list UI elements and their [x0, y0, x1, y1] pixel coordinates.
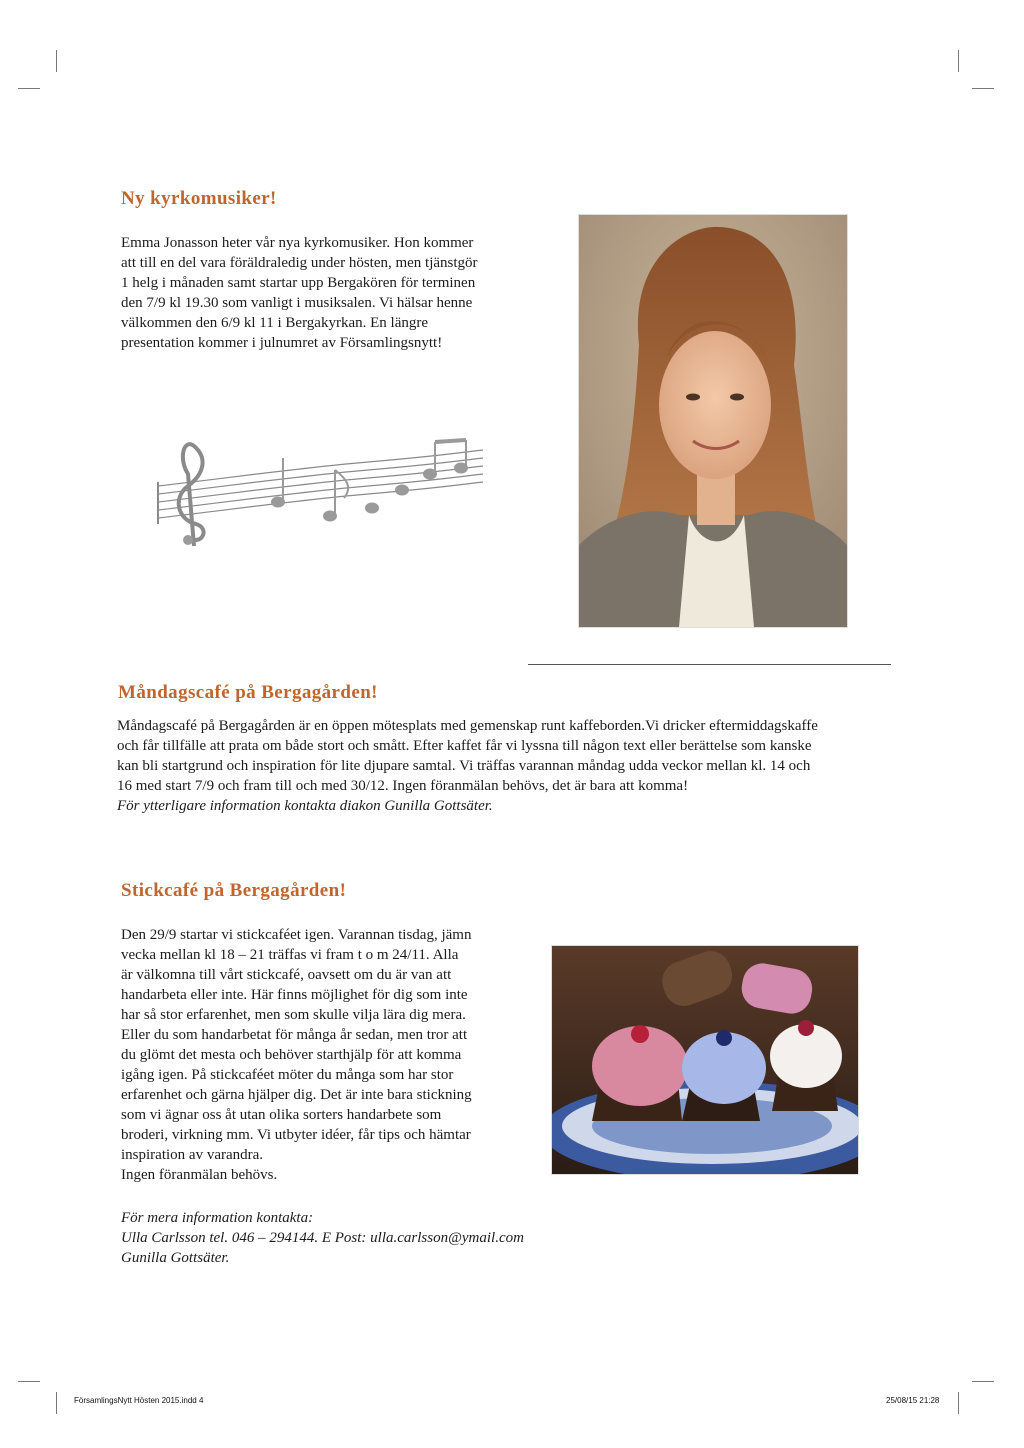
contact-line: Ulla Carlsson tel. 046 – 294144. E Post: ulla.carlsson@ymail.com — [121, 1230, 524, 1246]
text-line: Den 29/9 startar vi stickcaféet igen. Varannan tisdag, jämn — [121, 927, 472, 943]
section-title-stickcafe: Stickcafé på Bergagården! — [121, 880, 347, 901]
section-title-mandagscafe: Måndagscafé på Bergagården! — [118, 682, 378, 703]
crochet-cupcakes-photo — [552, 946, 858, 1174]
text-line: presentation kommer i julnumret av Församlingsnytt! — [121, 335, 443, 351]
section-title-kyrkomusiker: Ny kyrkomusiker! — [121, 188, 277, 209]
contact-line: För mera information kontakta: — [121, 1210, 314, 1226]
text-line: är välkomna till vårt stickcafé, oavsett om du är van att — [121, 967, 452, 983]
footer-timestamp: 25/08/15 21:28 — [886, 1396, 940, 1405]
text-line: Måndagscafé på Bergagården är en öppen mötesplats med gemenskap runt kaffeborden.Vi dricker eftermiddagskaffe — [117, 718, 818, 734]
text-line: vecka mellan kl 18 – 21 träffas vi fram t o m 24/11. Alla — [121, 947, 459, 963]
contact-line: För ytterligare information kontakta diakon Gunilla Gottsäter. — [117, 798, 493, 814]
crop-mark — [18, 88, 40, 89]
text-line: handarbeta eller inte. Här finns möjlighet för dig som inte — [121, 987, 468, 1003]
text-line: inspiration av varandra. — [121, 1147, 264, 1163]
text-line: broderi, virkning mm. Vi utbyter idéer, får tips och hämtar — [121, 1127, 471, 1143]
section-body-stickcafe — [121, 925, 531, 1185]
music-notes-illustration — [148, 428, 488, 558]
crop-mark — [972, 88, 994, 89]
footer-file-info: FörsamlingsNytt Hösten 2015.indd 4 — [74, 1396, 204, 1405]
text-line: 16 med start 7/9 och fram till och med 30/12. Ingen föranmälan behövs, det är bara att komma! — [117, 778, 689, 794]
crop-mark — [958, 50, 959, 72]
section-body-mandagscafe — [117, 716, 907, 816]
text-line: 1 helg i månaden samt startar upp Bergakören för terminen — [121, 275, 476, 291]
contact-line: Gunilla Gottsäter. — [121, 1250, 230, 1266]
text-line: kan bli startgrund och inspiration för lite djupare samtal. Vi träffas varannan måndag udda veckor mellan kl. 14 och — [117, 758, 811, 774]
crop-mark — [56, 50, 57, 72]
text-line: Eller du som handarbetat för många år sedan, men tror att — [121, 1027, 468, 1043]
portrait-photo — [579, 215, 847, 627]
crop-mark — [958, 1392, 959, 1414]
crop-mark — [18, 1381, 40, 1382]
contact-block-stickcafe — [121, 1208, 641, 1268]
text-line: du glömt det mesta och behöver starthjälp för att komma — [121, 1047, 462, 1063]
text-line: att till en del vara föräldraledig under hösten, men tjänstgör — [121, 255, 478, 271]
text-line: som vi ägnar oss åt utan olika sorters handarbete som — [121, 1107, 442, 1123]
text-line: den 7/9 kl 19.30 som vanligt i musiksalen. Vi hälsar henne — [121, 295, 473, 311]
text-line: Ingen föranmälan behövs. — [121, 1167, 278, 1183]
crop-mark — [56, 1392, 57, 1414]
section-divider — [528, 664, 891, 665]
text-line: välkommen den 6/9 kl 11 i Bergakyrkan. En längre — [121, 315, 429, 331]
section-body-kyrkomusiker — [121, 233, 551, 353]
text-line: erfarenhet och gärna hjälper dig. Det är inte bara stickning — [121, 1087, 472, 1103]
text-line: Emma Jonasson heter vår nya kyrkomusiker. Hon kommer — [121, 235, 474, 251]
text-line: igång igen. På stickcaféet möter du många som har stor — [121, 1067, 454, 1083]
text-line: och får tillfälle att prata om både stort och smått. Efter kaffet får vi lyssna till någon text eller berättelse som kanske — [117, 738, 812, 754]
text-line: har så stor erfarenhet, men som skulle vilja lära dig mera. — [121, 1007, 466, 1023]
crop-mark — [972, 1381, 994, 1382]
